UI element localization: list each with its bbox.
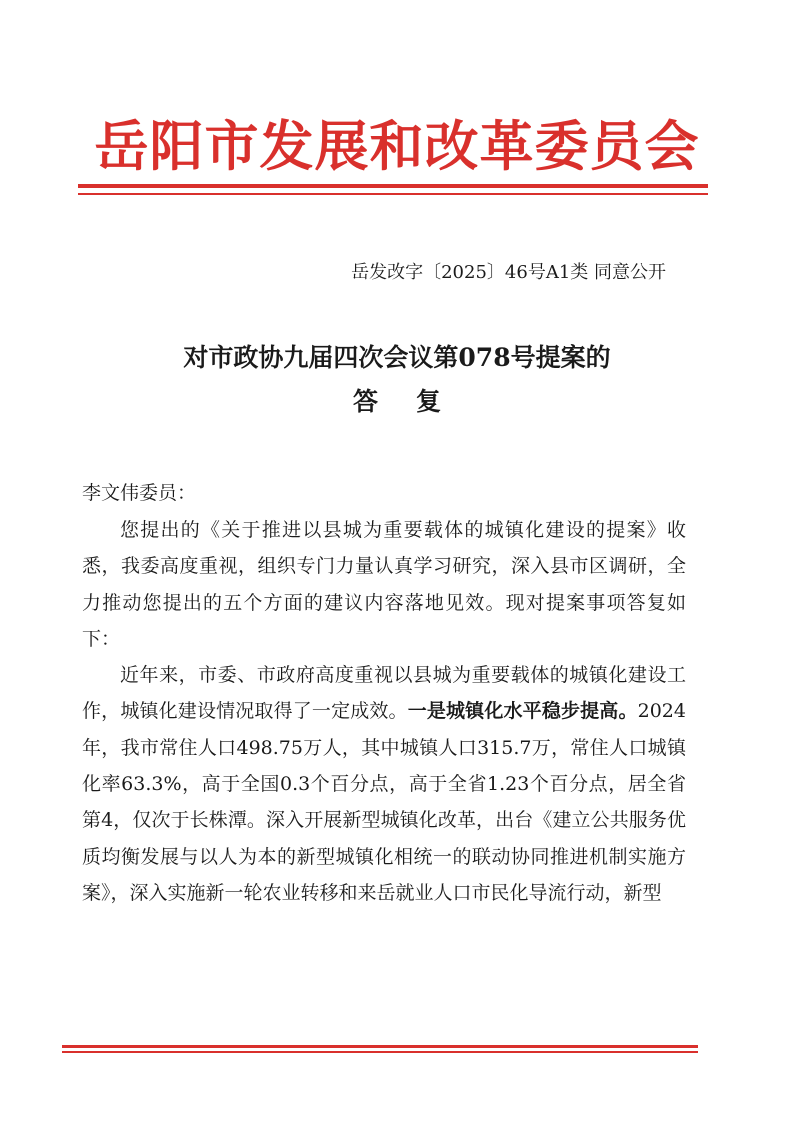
header-red-rule-thin	[78, 193, 708, 195]
body-text	[82, 512, 686, 911]
paragraph-1: 您提出的《关于推进以县城为重要载体的城镇化建设的提案》收悉，我委高度重视，组织专门力量认真学习研究，深入县市区调研，全力推动您提出的五个方面的建议内容落地见效。现对提案事项答复如下：	[82, 519, 686, 650]
salutation: 李文伟委员：	[82, 482, 197, 504]
paragraph-2-bold: 一是城镇化水平稳步提高。	[407, 700, 638, 723]
document-title-line1: 对市政协九届四次会议第078号提案的	[183, 343, 611, 372]
document-number: 岳发改字〔2025〕46号A1类 同意公开	[351, 262, 666, 283]
paragraph-2	[82, 657, 686, 911]
paragraph-2-intro: 近年来，市委、市政府高度重视以县城为重要载体的城镇化建设工作，城镇化建设情况取得了一定成效。	[82, 664, 686, 723]
header-red-rule-thick	[78, 184, 708, 188]
document-title-line2: 答复	[352, 387, 479, 416]
paragraph-2-rest: 2024年，我市常住人口498.75万人，其中城镇人口315.7万，常住人口城镇化率63.3%，高于全国0.3个百分点，高于全省1.23个百分点，居全省第4，仅次于长株潭。深入开展新型城镇化改革，出台《建立公共服务优质均衡发展与以人为本的新型城镇化相统一的联动协同推进机制实施方案》，深入实施新一轮农业转移和来岳就业人口市民化导流行动，新型	[82, 700, 686, 904]
footer-red-rule-thick	[62, 1045, 698, 1048]
footer-red-rule-thin	[62, 1051, 698, 1053]
issuer-header: 岳阳市发展和改革委员会	[94, 114, 700, 178]
